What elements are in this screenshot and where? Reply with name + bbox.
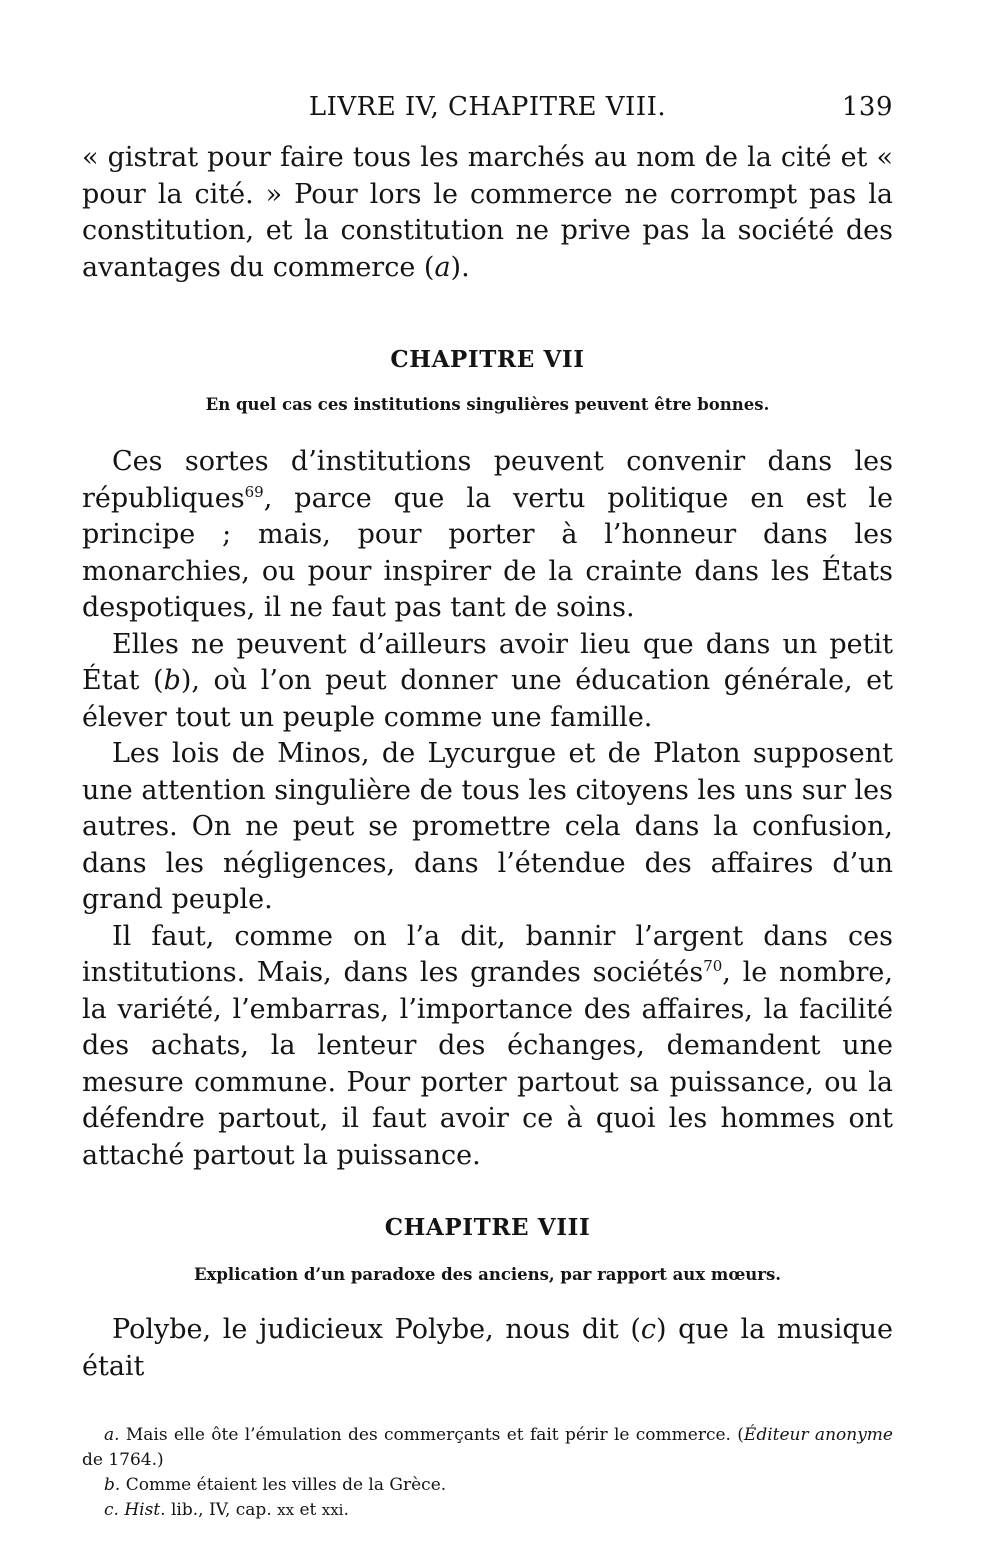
- footnote-a: a. Mais elle ôte l’émulation des commerçants et fait périr le commerce. (Éditeur anonyme de 1764.): [82, 1425, 893, 1470]
- endnote-ref-70: 70: [703, 957, 723, 975]
- footnote-label: c.: [104, 1500, 119, 1520]
- chapter-vii-subtitle: En quel cas ces institutions singulières peuvent être bonnes.: [205, 395, 770, 414]
- chapter-vii-paragraph-4: Il faut, comme on l’a dit, bannir l’argent dans ces institutions. Mais, dans les grandes sociétés$^{70}$, le nombre, la variété, l’embarras, l’importance des affaires, la facilité des achats, la lenteur des échanges, demandent une mesure commune. Pour porter partout sa puissance, ou la défendre partout, il faut avoir ce à quoi les hommes ont attaché partout la puissance.: [82, 920, 893, 1171]
- chapter-viii-subtitle: Explication d’un paradoxe des anciens, par rapport aux mœurs.: [193, 1265, 782, 1284]
- chapter-vii-heading: CHAPITRE VII: [390, 346, 585, 373]
- book-page: [82, 92, 893, 1523]
- footnote-label: b.: [104, 1475, 121, 1495]
- continuation-paragraph: « gistrat pour faire tous les marchés au nom de la cité et « pour la cité. » Pour lors le commerce ne corrompt pas la constitution, et la constitution ne prive pas la société des avantages du commerce (a).: [82, 142, 893, 283]
- footnotes: [82, 1423, 893, 1523]
- footnote-ref-b: b: [163, 665, 181, 696]
- footnote-c: c. Hist. lib., IV, cap. xx et xxi.: [104, 1500, 349, 1520]
- chapter-vii-paragraph-2: Elles ne peuvent d’ailleurs avoir lieu que dans un petit État (b), où l’on peut donner une éducation générale, et élever tout un peuple comme une famille.: [82, 628, 894, 733]
- endnote-ref-69: 69: [244, 482, 264, 501]
- chapter-viii-paragraph-1: Polybe, le judicieux Polybe, nous dit (c) que la musique était: [82, 1314, 893, 1382]
- chapter-vii-paragraph-3: Les lois de Minos, de Lycurgue et de Platon supposent une attention singulière de tous les citoyens les uns sur les autres. On ne peut se promettre cela dans la confusion, dans les négligences, dans l’étendue des affaires d’un grand peuple.: [82, 738, 893, 915]
- footnote-ref-a: a: [434, 251, 451, 283]
- footnote-ref-c: c: [640, 1314, 656, 1345]
- page-number: 139: [841, 92, 893, 122]
- footnote-b: b. Comme étaient les villes de la Grèce.: [104, 1475, 447, 1495]
- chapter-vii-paragraph-1: Ces sortes d’institutions peuvent convenir dans les républiques$^{69}$, parce que la vertu politique en est le principe ; mais, pour porter à l’honneur dans les monarchies, ou pour inspirer de la crainte dans les États despotiques, il ne faut pas tant de soins.: [82, 446, 893, 623]
- chapter-viii-heading: CHAPITRE VIII: [384, 1214, 591, 1241]
- footnote-label: a.: [104, 1425, 120, 1445]
- running-head: [82, 92, 893, 132]
- running-head-title: LIVRE IV, CHAPITRE VIII.: [308, 92, 667, 122]
